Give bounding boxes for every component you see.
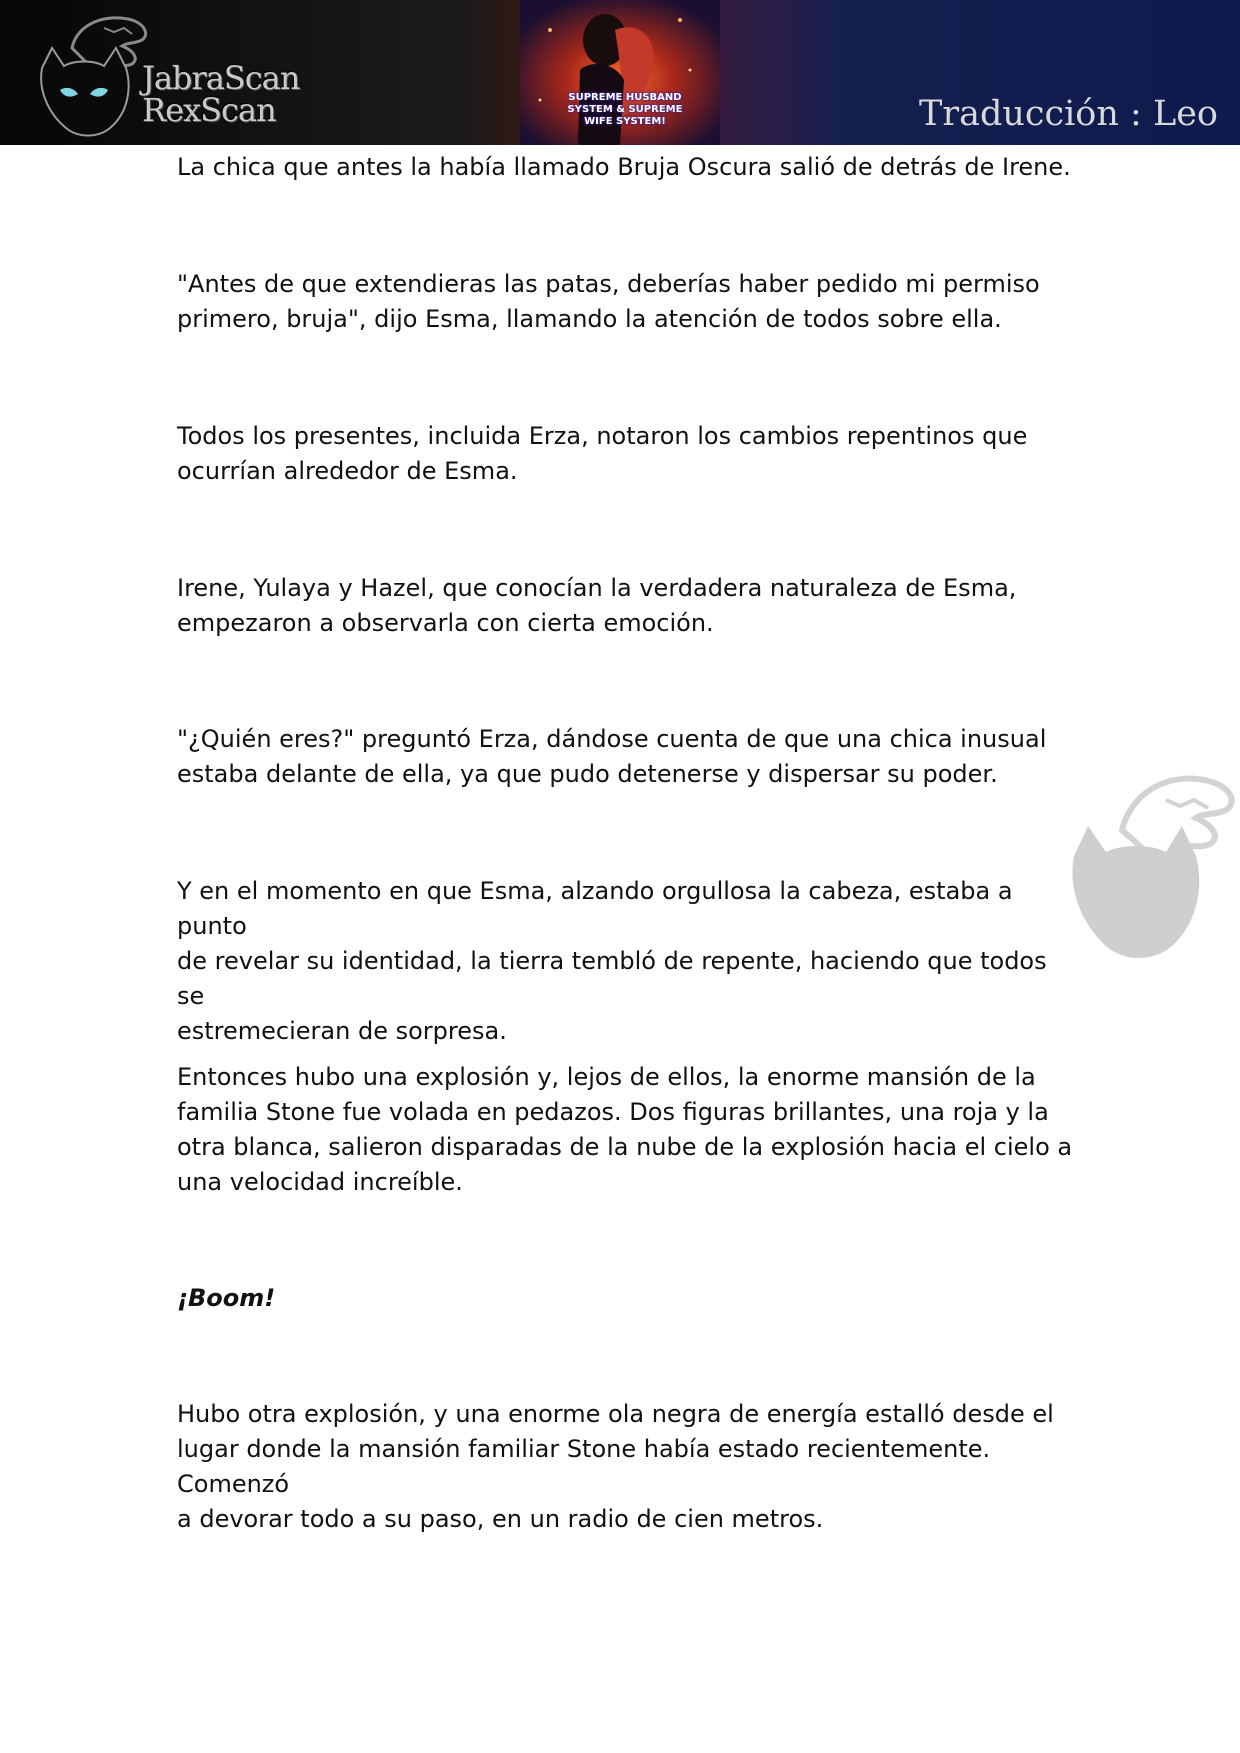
cover-title-line-3: WIFE SYSTEM! <box>584 116 666 127</box>
paragraph: Entonces hubo una explosión y, lejos de ellos, la enorme mansión de la familia Stone fue volada en pedazos. Dos figuras brillantes, una roja y la otra blanca, salieron disparadas de la nube de la explosión hacia el cielo a una velocidad increíble. <box>177 1063 1073 1196</box>
dinosaur-watermark-icon <box>1062 760 1238 982</box>
translator-credit: Traducción : Leo <box>919 94 1218 134</box>
paragraph: Hubo otra explosión, y una enorme ola negra de energía estalló desde el lugar donde la mansión familiar Stone había estado recientemente. Comenzó a devorar todo a su paso, en un radio de cien metros. <box>177 1400 1054 1533</box>
site-logo-text <box>142 59 300 129</box>
paragraph: Irene, Yulaya y Hazel, que conocían la verdadera naturaleza de Esma, empezaron a observarla con cierta emoción. <box>177 574 1017 637</box>
logo-line-2: RexScan <box>142 91 276 129</box>
paragraph: Y en el momento en que Esma, alzando orgullosa la cabeza, estaba a punto de revelar su identidad, la tierra tembló de repente, haciendo que todos se estremecieran de sorpresa. <box>177 877 1047 1045</box>
paragraph: Todos los presentes, incluida Erza, notaron los cambios repentinos que ocurrían alrededor de Esma. <box>177 422 1028 485</box>
dinosaur-mascot-icon <box>32 8 152 143</box>
cover-title-line-2: SYSTEM & SUPREME <box>567 104 683 115</box>
cover-title-line-1: SUPREME HUSBAND <box>568 92 682 103</box>
paragraph: "¿Quién eres?" preguntó Erza, dándose cuenta de que una chica inusual estaba delante de ella, ya que pudo detenerse y dispersar su poder. <box>177 725 1047 788</box>
paragraph-exclamation: ¡Boom! <box>177 1284 276 1312</box>
header-banner <box>0 0 1240 145</box>
paragraph: La chica que antes la había llamado Bruja Oscura salió de detrás de Irene. <box>177 153 1071 181</box>
novel-cover-title <box>560 92 690 128</box>
logo-line-1: JabraScan <box>142 59 300 97</box>
paragraph: "Antes de que extendieras las patas, deberías haber pedido mi permiso primero, bruja", dijo Esma, llamando la atención de todos sobre ella. <box>177 270 1040 333</box>
